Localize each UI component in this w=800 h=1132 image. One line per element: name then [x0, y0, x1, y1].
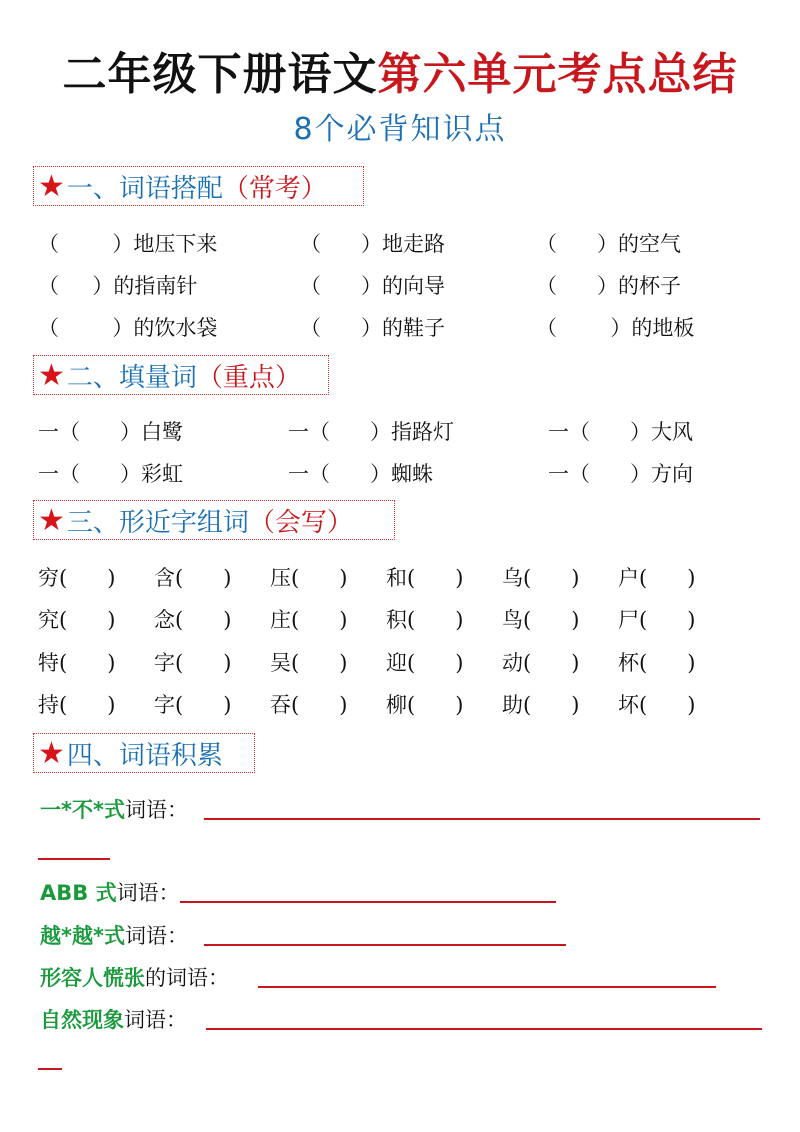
accumulation-label: ABB 式词语：	[40, 881, 180, 905]
similar-char-item[interactable]: 和( )	[386, 566, 464, 590]
star-icon: ★	[38, 735, 65, 771]
similar-char-item[interactable]: 柳( )	[386, 693, 464, 717]
similar-char-item[interactable]: 压( )	[270, 566, 348, 590]
similar-char-item[interactable]: 动( )	[502, 651, 580, 675]
section-2-title: 二、填量词	[66, 362, 197, 393]
accumulation-label: 一*不*式词语：	[40, 798, 188, 822]
collocation-item[interactable]: （ ）的向导	[300, 274, 446, 298]
section-1-title: 一、词语搭配	[66, 173, 223, 204]
measure-word-item[interactable]: 一（ ）大风	[548, 420, 694, 444]
similar-char-item[interactable]: 助( )	[502, 693, 580, 717]
collocation-item[interactable]: （ ）地压下来	[38, 232, 218, 256]
collocation-item[interactable]: （ ）地走路	[300, 232, 446, 256]
section-1-tag: （常考）	[222, 173, 327, 204]
accumulation-label: 形容人慌张的词语：	[40, 966, 229, 990]
similar-char-item[interactable]: 庄( )	[270, 608, 348, 632]
similar-char-item[interactable]: 尸( )	[618, 608, 696, 632]
similar-char-item[interactable]: 吞( )	[270, 693, 348, 717]
answer-line[interactable]	[204, 818, 760, 820]
star-icon: ★	[38, 357, 65, 393]
section-3-header	[33, 500, 395, 540]
collocation-item[interactable]: （ ）的指南针	[38, 274, 198, 298]
similar-char-item[interactable]: 吴( )	[270, 651, 348, 675]
collocation-item[interactable]: （ ）的杯子	[536, 274, 682, 298]
answer-line[interactable]	[258, 986, 716, 988]
collocation-item[interactable]: （ ）的地板	[536, 316, 695, 340]
similar-char-item[interactable]: 乌( )	[502, 566, 580, 590]
section-4-header	[33, 733, 255, 773]
title-part-2: 第六单元考点总结	[377, 49, 738, 100]
section-2-header	[33, 355, 329, 395]
answer-line[interactable]	[38, 858, 110, 860]
star-icon: ★	[38, 168, 65, 204]
section-2-tag: （重点）	[196, 362, 301, 393]
similar-char-item[interactable]: 字( )	[154, 651, 232, 675]
similar-char-item[interactable]: 坏( )	[618, 693, 696, 717]
measure-word-item[interactable]: 一（ ）指路灯	[288, 420, 455, 444]
similar-char-item[interactable]: 积( )	[386, 608, 464, 632]
page-title	[0, 38, 800, 102]
similar-char-item[interactable]: 鸟( )	[502, 608, 580, 632]
answer-line[interactable]	[204, 944, 566, 946]
similar-char-item[interactable]: 持( )	[38, 693, 116, 717]
measure-word-item[interactable]: 一（ ）方向	[548, 462, 694, 486]
answer-line[interactable]	[180, 901, 556, 903]
collocation-item[interactable]: （ ）的鞋子	[300, 316, 446, 340]
similar-char-item[interactable]: 字( )	[154, 693, 232, 717]
collocation-item[interactable]: （ ）的空气	[536, 232, 682, 256]
similar-char-item[interactable]: 念( )	[154, 608, 232, 632]
section-3-tag: （会写）	[248, 507, 353, 538]
collocation-item[interactable]: （ ）的饮水袋	[38, 316, 218, 340]
section-1-header	[33, 166, 364, 206]
similar-char-item[interactable]: 杯( )	[618, 651, 696, 675]
similar-char-item[interactable]: 特( )	[38, 651, 116, 675]
similar-char-item[interactable]: 穷( )	[38, 566, 116, 590]
similar-char-item[interactable]: 迎( )	[386, 651, 464, 675]
answer-line[interactable]	[206, 1028, 762, 1030]
answer-line[interactable]	[38, 1068, 62, 1070]
title-part-1: 二年级下册语文	[62, 49, 378, 100]
measure-word-item[interactable]: 一（ ）彩虹	[38, 462, 184, 486]
section-3-title: 三、形近字组词	[66, 507, 249, 538]
similar-char-item[interactable]: 户( )	[618, 566, 696, 590]
page-subtitle: 8个必背知识点	[293, 112, 507, 147]
star-icon: ★	[38, 502, 65, 538]
measure-word-item[interactable]: 一（ ）蜘蛛	[288, 462, 434, 486]
accumulation-label: 越*越*式词语：	[40, 924, 188, 948]
section-4-title: 四、词语积累	[66, 740, 223, 771]
measure-word-item[interactable]: 一（ ）白鹭	[38, 420, 184, 444]
similar-char-item[interactable]: 究( )	[38, 608, 116, 632]
similar-char-item[interactable]: 含( )	[154, 566, 232, 590]
accumulation-label: 自然现象词语：	[40, 1008, 187, 1032]
